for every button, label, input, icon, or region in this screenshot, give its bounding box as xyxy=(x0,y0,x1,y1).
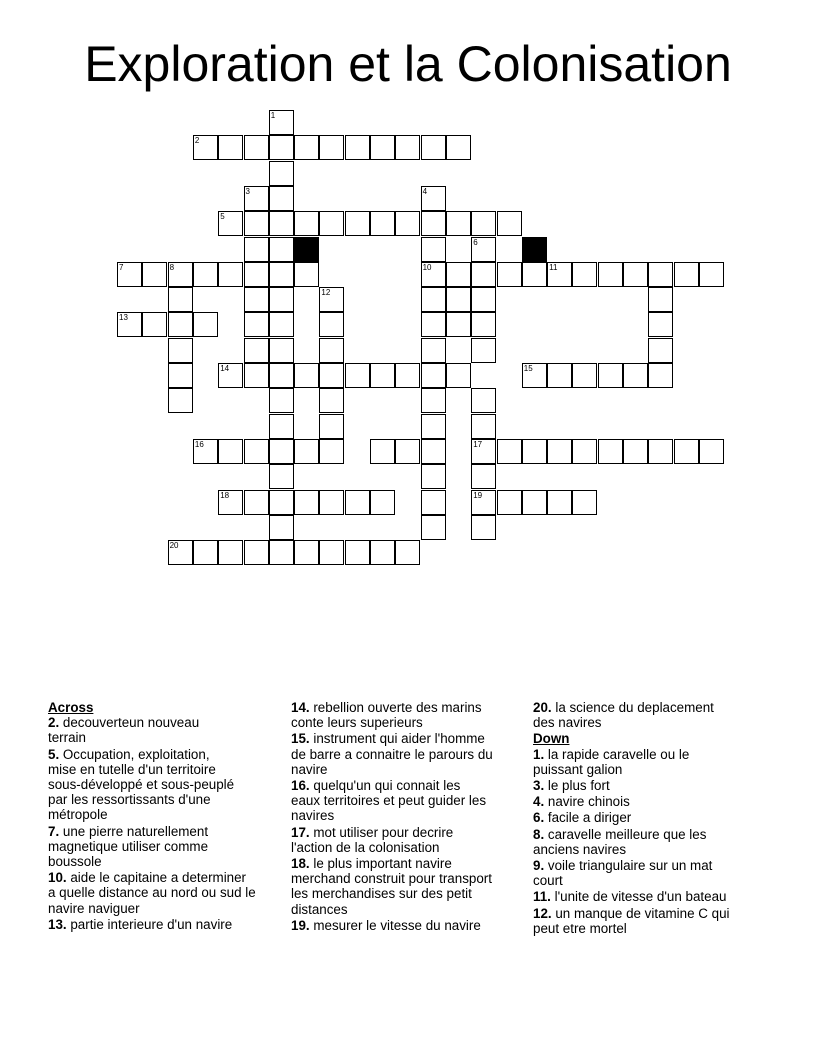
clue-number-label: 18 xyxy=(220,490,230,500)
grid-cell[interactable] xyxy=(471,338,496,363)
grid-cell[interactable] xyxy=(142,312,167,337)
clue-number: 8. xyxy=(533,826,545,842)
grid-cell[interactable] xyxy=(269,110,294,135)
grid-cell[interactable] xyxy=(471,262,496,287)
grid-cell[interactable] xyxy=(269,414,294,439)
grid-cell[interactable] xyxy=(269,312,294,337)
grid-cell[interactable] xyxy=(421,135,446,160)
clue-number: 20. xyxy=(533,700,552,715)
grid-cell[interactable] xyxy=(218,135,243,160)
grid-cell[interactable] xyxy=(269,388,294,413)
grid-cell[interactable] xyxy=(674,439,699,464)
clue-item: 4. navire chinois xyxy=(533,794,630,810)
grid-cell[interactable] xyxy=(648,439,673,464)
grid-cell[interactable] xyxy=(294,135,319,160)
grid-cell[interactable] xyxy=(421,338,446,363)
grid-cell[interactable] xyxy=(395,211,420,236)
grid-cell[interactable] xyxy=(244,186,269,211)
clue-number: 6. xyxy=(533,810,545,826)
clue-number-label: 5 xyxy=(220,212,225,222)
grid-cell[interactable] xyxy=(319,414,344,439)
grid-cell[interactable] xyxy=(395,363,420,388)
grid-cell[interactable] xyxy=(117,262,142,287)
clue-number: 10. xyxy=(48,870,67,886)
clue-number: 17. xyxy=(291,824,310,840)
clue-number: 4. xyxy=(533,794,545,810)
grid-cell[interactable] xyxy=(446,287,471,312)
grid-cell[interactable] xyxy=(244,363,269,388)
clue-number-label: 10 xyxy=(422,262,432,272)
grid-cell[interactable] xyxy=(269,540,294,565)
grid-cell[interactable] xyxy=(168,287,193,312)
grid-cell[interactable] xyxy=(421,464,446,489)
grid-cell[interactable] xyxy=(421,237,446,262)
grid-cell[interactable] xyxy=(218,262,243,287)
clue-number: 14. xyxy=(291,700,310,715)
grid-cell[interactable] xyxy=(471,211,496,236)
grid-cell[interactable] xyxy=(218,439,243,464)
grid-cell[interactable] xyxy=(294,490,319,515)
grid-cell[interactable] xyxy=(370,540,395,565)
grid-cell[interactable] xyxy=(471,388,496,413)
grid-cell[interactable] xyxy=(598,262,623,287)
grid-cell[interactable] xyxy=(345,135,370,160)
grid-cell[interactable] xyxy=(319,363,344,388)
grid-cell[interactable] xyxy=(421,211,446,236)
grid-cell[interactable] xyxy=(294,262,319,287)
grid-cell[interactable] xyxy=(471,515,496,540)
clue-column-1 xyxy=(48,700,288,933)
grid-cell[interactable] xyxy=(218,540,243,565)
grid-cell[interactable] xyxy=(648,338,673,363)
grid-cell[interactable] xyxy=(572,490,597,515)
grid-cell[interactable] xyxy=(572,439,597,464)
grid-cell[interactable] xyxy=(395,439,420,464)
grid-cell[interactable] xyxy=(446,211,471,236)
grid-cell[interactable] xyxy=(244,237,269,262)
grid-cell[interactable] xyxy=(572,363,597,388)
clue-column-2 xyxy=(291,700,527,934)
grid-cell[interactable] xyxy=(168,363,193,388)
grid-cell[interactable] xyxy=(471,414,496,439)
clue-item: 20. la science du deplacement des navires xyxy=(533,700,714,731)
clue-item: 3. le plus fort xyxy=(533,778,610,794)
grid-cell[interactable] xyxy=(598,439,623,464)
grid-cell[interactable] xyxy=(471,237,496,262)
grid-cell[interactable] xyxy=(699,262,724,287)
grid-cell[interactable] xyxy=(193,135,218,160)
grid-cell[interactable] xyxy=(319,312,344,337)
grid-cell[interactable] xyxy=(269,515,294,540)
grid-cell[interactable] xyxy=(269,161,294,186)
grid-cell[interactable] xyxy=(421,287,446,312)
grid-cell[interactable] xyxy=(421,312,446,337)
grid-cell[interactable] xyxy=(623,439,648,464)
clue-number-label: 14 xyxy=(220,364,230,373)
grid-cell[interactable] xyxy=(319,338,344,363)
clue-number: 13. xyxy=(48,916,67,932)
clue-item: 19. mesurer le vitesse du navire xyxy=(291,917,481,933)
grid-cell[interactable] xyxy=(244,211,269,236)
grid-cell[interactable] xyxy=(218,490,243,515)
clue-number-label: 17 xyxy=(473,439,483,449)
clue-number-label: 20 xyxy=(169,541,179,551)
grid-cell[interactable] xyxy=(244,439,269,464)
clue-item: 16. quelqu'un qui connait les eaux territoires et peut guider les navires xyxy=(291,778,487,824)
clue-number: 3. xyxy=(533,778,545,794)
clue-number-label: 11 xyxy=(549,262,558,272)
grid-cell[interactable] xyxy=(269,287,294,312)
clue-number: 7. xyxy=(48,823,60,839)
clue-number: 19. xyxy=(291,917,310,933)
clue-number-label: 7 xyxy=(119,262,124,272)
clue-item: 18. le plus important navire merchand construit pour transport les merchandises sur des petit distances xyxy=(291,856,492,917)
grid-cell[interactable] xyxy=(117,312,142,337)
grid-cell[interactable] xyxy=(269,464,294,489)
clue-item: 6. facile a diriger xyxy=(533,810,632,826)
grid-cell[interactable] xyxy=(269,338,294,363)
grid-cell[interactable] xyxy=(218,363,243,388)
grid-cell[interactable] xyxy=(648,363,673,388)
clue-number: 12. xyxy=(533,905,552,921)
clue-item: 17. mot utiliser pour decrire l'action de la colonisation xyxy=(291,824,454,855)
black-cell xyxy=(294,237,319,262)
grid-cell[interactable] xyxy=(168,388,193,413)
clue-number: 1. xyxy=(533,746,545,762)
grid-cell[interactable] xyxy=(471,490,496,515)
grid-cell[interactable] xyxy=(193,439,218,464)
grid-cell[interactable] xyxy=(269,439,294,464)
grid-cell[interactable] xyxy=(471,312,496,337)
grid-cell[interactable] xyxy=(345,490,370,515)
grid-cell[interactable] xyxy=(269,186,294,211)
grid-cell[interactable] xyxy=(446,312,471,337)
grid-cell[interactable] xyxy=(269,135,294,160)
grid-cell[interactable] xyxy=(522,262,547,287)
clue-item: 5. Occupation, exploitation, mise en tutelle d'un territoire sous-développé et sous-peuplé par les ressortissants d'une métropole xyxy=(48,746,235,823)
grid-cell[interactable] xyxy=(269,490,294,515)
black-cell xyxy=(522,237,547,262)
grid-cell[interactable] xyxy=(168,540,193,565)
grid-cell[interactable] xyxy=(471,464,496,489)
clue-number-label: 8 xyxy=(169,262,175,272)
grid-cell[interactable] xyxy=(598,363,623,388)
grid-cell[interactable] xyxy=(699,439,724,464)
grid-cell[interactable] xyxy=(244,287,269,312)
clue-number-label: 2 xyxy=(194,136,200,146)
grid-cell[interactable] xyxy=(370,439,395,464)
grid-cell[interactable] xyxy=(319,135,344,160)
grid-cell[interactable] xyxy=(218,211,243,236)
grid-cell[interactable] xyxy=(345,211,370,236)
clue-item: 1. la rapide caravelle ou le puissant galion xyxy=(533,746,690,777)
grid-cell[interactable] xyxy=(547,262,572,287)
grid-cell[interactable] xyxy=(319,490,344,515)
grid-cell[interactable] xyxy=(446,262,471,287)
grid-cell[interactable] xyxy=(522,439,547,464)
clue-number: 11. xyxy=(533,889,551,905)
grid-cell[interactable] xyxy=(497,211,522,236)
grid-cell[interactable] xyxy=(319,540,344,565)
clue-number-label: 6 xyxy=(473,237,478,247)
grid-cell[interactable] xyxy=(244,490,269,515)
grid-cell[interactable] xyxy=(319,439,344,464)
grid-cell[interactable] xyxy=(244,540,269,565)
grid-cell[interactable] xyxy=(168,312,193,337)
grid-cell[interactable] xyxy=(421,490,446,515)
grid-cell[interactable] xyxy=(319,388,344,413)
clue-number-label: 1 xyxy=(270,111,276,120)
grid-cell[interactable] xyxy=(572,262,597,287)
grid-cell[interactable] xyxy=(471,439,496,464)
clue-number: 9. xyxy=(533,858,545,874)
grid-cell[interactable] xyxy=(319,287,344,312)
grid-cell[interactable] xyxy=(421,262,446,287)
clue-item: 13. partie interieure d'un navire xyxy=(48,916,233,932)
across-heading: Across xyxy=(48,700,94,715)
clue-item: 7. une pierre naturellement magnetique utiliser comme boussole xyxy=(48,823,209,870)
clue-number-label: 15 xyxy=(523,364,533,373)
grid-cell[interactable] xyxy=(421,515,446,540)
grid-cell[interactable] xyxy=(345,540,370,565)
grid-cell[interactable] xyxy=(421,363,446,388)
grid-cell[interactable] xyxy=(269,237,294,262)
grid-cell[interactable] xyxy=(193,312,218,337)
grid-cell[interactable] xyxy=(294,363,319,388)
down-heading: Down xyxy=(533,731,570,747)
grid-cell[interactable] xyxy=(547,439,572,464)
grid-cell[interactable] xyxy=(471,287,496,312)
clue-number: 18. xyxy=(291,856,310,872)
grid-cell[interactable] xyxy=(648,287,673,312)
grid-cell[interactable] xyxy=(294,540,319,565)
grid-cell[interactable] xyxy=(294,439,319,464)
grid-cell[interactable] xyxy=(395,540,420,565)
grid-cell[interactable] xyxy=(648,312,673,337)
clue-number-label: 19 xyxy=(473,490,483,500)
grid-cell[interactable] xyxy=(547,363,572,388)
clue-number: 2. xyxy=(48,715,60,731)
clue-number-label: 4 xyxy=(422,186,428,196)
clue-item: 10. aide le capitaine a determiner a quelle distance au nord ou sud le navire naviguer xyxy=(48,870,256,916)
grid-cell[interactable] xyxy=(674,262,699,287)
grid-cell[interactable] xyxy=(168,262,193,287)
grid-cell[interactable] xyxy=(497,262,522,287)
clue-item: 11. l'unite de vitesse d'un bateau xyxy=(533,889,727,905)
clue-number: 15. xyxy=(291,731,310,747)
grid-cell[interactable] xyxy=(370,135,395,160)
clue-item: 15. instrument qui aider l'homme de barre a connaitre le parours du navire xyxy=(291,731,493,777)
grid-cell[interactable] xyxy=(446,363,471,388)
grid-cell[interactable] xyxy=(370,363,395,388)
page-title: Exploration et la Colonisation xyxy=(84,36,732,92)
grid-cell[interactable] xyxy=(168,338,193,363)
grid-cell[interactable] xyxy=(193,262,218,287)
clue-number-label: 3 xyxy=(245,186,250,196)
grid-cell[interactable] xyxy=(370,211,395,236)
grid-cell[interactable] xyxy=(269,363,294,388)
grid-cell[interactable] xyxy=(648,262,673,287)
grid-cell[interactable] xyxy=(319,211,344,236)
grid-cell[interactable] xyxy=(193,540,218,565)
grid-cell[interactable] xyxy=(244,135,269,160)
grid-cell[interactable] xyxy=(269,211,294,236)
clue-number-label: 16 xyxy=(194,439,204,449)
grid-cell[interactable] xyxy=(421,388,446,413)
grid-cell[interactable] xyxy=(269,262,294,287)
grid-cell[interactable] xyxy=(395,135,420,160)
clue-number: 5. xyxy=(48,746,60,762)
clue-column-3 xyxy=(533,700,773,937)
grid-cell[interactable] xyxy=(421,414,446,439)
grid-cell[interactable] xyxy=(370,490,395,515)
grid-cell[interactable] xyxy=(244,262,269,287)
grid-cell[interactable] xyxy=(446,135,471,160)
grid-cell[interactable] xyxy=(522,490,547,515)
clue-item: 2. decouverteun nouveau terrain xyxy=(48,715,200,746)
grid-cell[interactable] xyxy=(497,490,522,515)
clue-item: 9. voile triangulaire sur un mat court xyxy=(533,858,713,889)
grid-cell[interactable] xyxy=(244,312,269,337)
clue-item: 14. rebellion ouverte des marins conte leurs superieurs xyxy=(291,700,482,731)
grid-cell[interactable] xyxy=(421,186,446,211)
grid-cell[interactable] xyxy=(421,439,446,464)
clue-item: 12. un manque de vitamine C qui peut etre mortel xyxy=(533,905,730,936)
clue-number: 16. xyxy=(291,778,310,794)
clue-number-label: 12 xyxy=(321,288,331,298)
grid-cell[interactable] xyxy=(244,338,269,363)
grid-cell[interactable] xyxy=(142,262,167,287)
grid-cell[interactable] xyxy=(547,490,572,515)
grid-cell[interactable] xyxy=(623,262,648,287)
grid-cell[interactable] xyxy=(497,439,522,464)
grid-cell[interactable] xyxy=(522,363,547,388)
clue-item: 8. caravelle meilleure que les anciens navires xyxy=(533,826,707,857)
grid-cell[interactable] xyxy=(623,363,648,388)
grid-cell[interactable] xyxy=(294,211,319,236)
grid-cell[interactable] xyxy=(345,363,370,388)
clue-number-label: 13 xyxy=(119,313,128,323)
